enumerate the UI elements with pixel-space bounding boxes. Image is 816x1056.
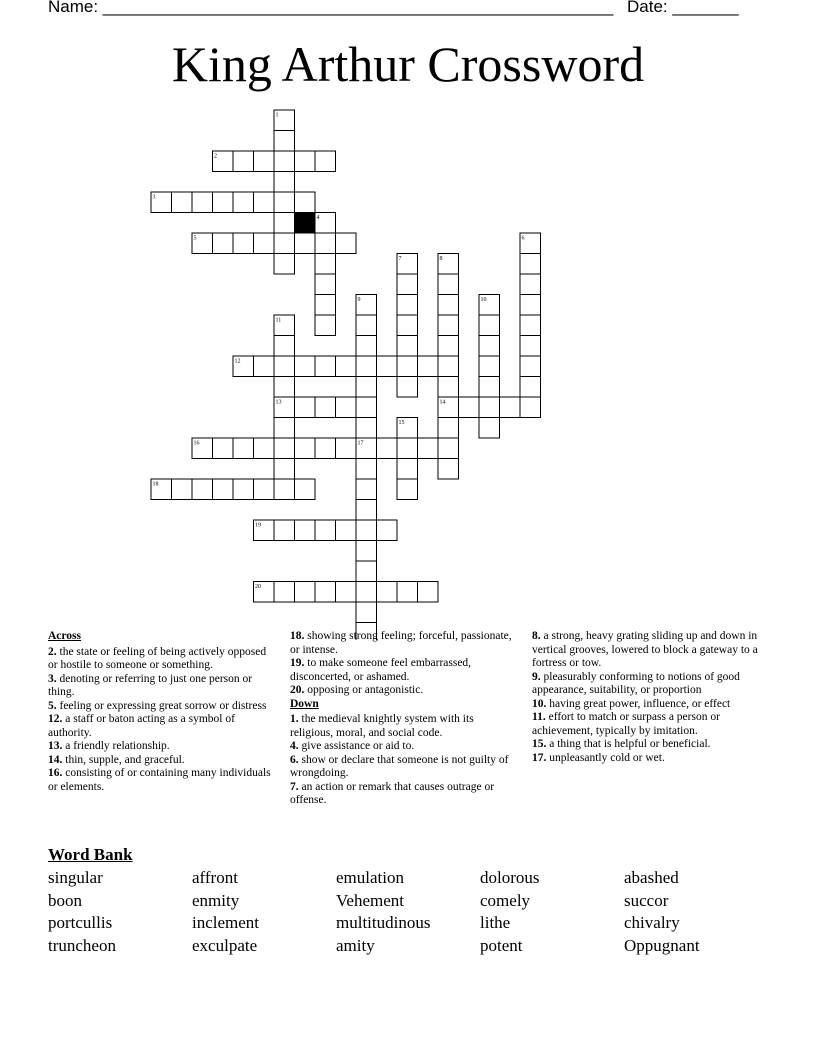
crossword-cell[interactable] <box>336 520 357 541</box>
clue-item <box>290 630 512 657</box>
cell-number: 1 <box>275 112 279 119</box>
clue-text: a strong, heavy grating sliding up and down in vertical grooves, lowered to block a gateway to a fortress or tow. <box>532 630 758 669</box>
clue-text: an action or remark that causes outrage or offense. <box>290 780 495 806</box>
clue-number: 14. <box>48 753 63 766</box>
word-bank-word: exculpate <box>192 936 258 955</box>
crossword-cell[interactable] <box>315 520 336 541</box>
down-heading: Down <box>290 697 319 710</box>
crossword-cell[interactable] <box>418 356 439 377</box>
crossword-cell[interactable] <box>479 315 500 336</box>
crossword-cell[interactable] <box>520 295 541 316</box>
cell-number: 20 <box>255 584 261 590</box>
clue-number: 7. <box>290 780 299 793</box>
word-bank-word: enmity <box>192 891 240 910</box>
clue-number: 4. <box>290 740 299 752</box>
crossword-cell[interactable] <box>336 438 357 459</box>
clue-number: 1. <box>290 713 299 725</box>
crossword-cell[interactable] <box>520 397 541 418</box>
word-bank-word: truncheon <box>48 936 116 955</box>
crossword-cell[interactable] <box>438 418 459 439</box>
crossword-cell[interactable] <box>336 397 357 418</box>
crossword-cell[interactable] <box>192 479 213 500</box>
crossword-cell[interactable] <box>213 233 234 254</box>
word-bank-word: singular <box>48 868 103 887</box>
crossword-cell[interactable] <box>192 192 213 213</box>
crossword-cell[interactable] <box>356 561 377 582</box>
clue-item <box>532 671 768 698</box>
clue-number: 6. <box>290 753 299 766</box>
cell-number: 7 <box>398 256 402 262</box>
crossword-cell[interactable] <box>397 315 418 336</box>
clues-column-1 <box>48 630 273 794</box>
clue-number: 13. <box>48 740 63 752</box>
word-bank-word: amity <box>336 936 375 955</box>
crossword-cell[interactable] <box>233 151 254 172</box>
word-bank-word: Oppugnant <box>624 936 700 955</box>
clue-number: 5. <box>48 699 57 712</box>
crossword-cell[interactable] <box>295 151 316 172</box>
clue-text: thin, supple, and graceful. <box>62 753 185 766</box>
clue-text: showing strong feeling; forceful, passionate, or intense. <box>290 630 512 656</box>
crossword-cell[interactable] <box>295 479 316 500</box>
crossword-cell[interactable] <box>315 274 336 295</box>
clue-text: unpleasantly cold or wet. <box>546 751 665 764</box>
crossword-cell[interactable] <box>213 438 234 459</box>
cell-number: 13 <box>275 399 282 406</box>
crossword-cell[interactable] <box>295 356 316 377</box>
crossword-cell[interactable] <box>459 397 480 418</box>
crossword-cell[interactable] <box>356 520 377 541</box>
crossword-cell[interactable] <box>233 192 254 213</box>
clue-number: 18. <box>290 630 305 642</box>
crossword-cell[interactable] <box>315 233 336 254</box>
clue-number: 19. <box>290 657 305 669</box>
word-bank-word: boon <box>48 891 82 910</box>
name-field-label: Name: ______________________________________________________ <box>48 0 614 16</box>
crossword-cell[interactable] <box>274 418 295 439</box>
crossword-cell[interactable] <box>274 213 295 234</box>
crossword-cell[interactable] <box>438 315 459 336</box>
crossword-cell[interactable] <box>254 479 275 500</box>
crossword-cell[interactable] <box>356 602 377 623</box>
word-bank-word: Vehement <box>336 891 404 910</box>
cell-number: 4 <box>316 215 320 221</box>
crossword-cell[interactable] <box>295 397 316 418</box>
word-bank-word: lithe <box>480 913 511 932</box>
crossword-blocked-cell <box>295 213 316 234</box>
crossword-cell[interactable] <box>274 151 295 172</box>
clue-item <box>532 698 768 712</box>
crossword-cell[interactable] <box>397 295 418 316</box>
cell-number: 15 <box>398 420 405 426</box>
word-bank-word: dolorous <box>480 868 540 887</box>
clue-item <box>532 738 768 752</box>
crossword-cell[interactable] <box>295 192 316 213</box>
clues-column-3 <box>532 630 768 765</box>
crossword-cell[interactable] <box>315 254 336 275</box>
crossword-cell[interactable] <box>274 479 295 500</box>
crossword-cell[interactable] <box>315 315 336 336</box>
date-field-label: Date: _______ <box>627 0 739 16</box>
crossword-cell[interactable] <box>274 582 295 603</box>
word-bank-word: portcullis <box>48 913 113 932</box>
clues-column-2 <box>290 630 512 808</box>
cell-number: 9 <box>357 297 361 303</box>
across-heading: Across <box>48 630 82 642</box>
clue-text: denoting or referring to just one person or thing. <box>48 672 253 698</box>
crossword-cell[interactable] <box>254 438 275 459</box>
crossword-cell[interactable] <box>479 397 500 418</box>
clue-item <box>48 673 273 700</box>
crossword-cell[interactable] <box>438 459 459 480</box>
clue-text: pleasurably conforming to notions of good appearance, suitability, or proportion <box>532 670 740 696</box>
crossword-cell[interactable] <box>377 356 398 377</box>
crossword-cell[interactable] <box>254 233 275 254</box>
crossword-cell[interactable] <box>438 274 459 295</box>
crossword-cell[interactable] <box>295 438 316 459</box>
cell-number: 2 <box>214 153 217 160</box>
clue-text: give assistance or aid to. <box>298 740 415 752</box>
cell-number: 10 <box>480 297 487 303</box>
clue-number: 16. <box>48 767 63 779</box>
crossword-cell[interactable] <box>213 479 234 500</box>
cell-number: 12 <box>234 358 241 365</box>
cell-number: 14 <box>439 399 446 406</box>
crossword-cell[interactable] <box>274 336 295 357</box>
crossword-cell[interactable] <box>418 582 439 603</box>
crossword-cell[interactable] <box>397 274 418 295</box>
crossword-cell[interactable] <box>274 438 295 459</box>
clue-item <box>48 740 273 754</box>
crossword-cell[interactable] <box>295 233 316 254</box>
crossword-cell[interactable] <box>479 356 500 377</box>
clue-text: a thing that is helpful or beneficial. <box>546 738 711 750</box>
crossword-cell[interactable] <box>254 356 275 377</box>
clue-text: opposing or antagonistic. <box>304 684 424 696</box>
cell-number: 18 <box>152 481 159 488</box>
crossword-cell[interactable] <box>274 356 295 377</box>
crossword-cell[interactable] <box>254 192 275 213</box>
crossword-cell[interactable] <box>213 192 234 213</box>
crossword-cell[interactable] <box>356 397 377 418</box>
crossword-cell[interactable] <box>274 459 295 480</box>
crossword-cell[interactable] <box>315 397 336 418</box>
cell-number: 16 <box>193 440 200 447</box>
crossword-cell[interactable] <box>274 233 295 254</box>
crossword-cell[interactable] <box>295 582 316 603</box>
crossword-cell[interactable] <box>356 377 377 398</box>
page-title: King Arthur Crossword <box>171 36 645 92</box>
crossword-cell[interactable] <box>336 356 357 377</box>
word-bank-title: Word Bank <box>48 845 133 864</box>
crossword-cell[interactable] <box>377 438 398 459</box>
crossword-cell[interactable] <box>274 520 295 541</box>
clue-item <box>48 713 273 740</box>
crossword-cell[interactable] <box>233 233 254 254</box>
crossword-cell[interactable] <box>520 336 541 357</box>
word-bank-word: succor <box>624 891 669 910</box>
clue-item <box>290 740 512 754</box>
crossword-cell[interactable] <box>315 438 336 459</box>
crossword-cell[interactable] <box>397 336 418 357</box>
clue-text: feeling or expressing great sorrow or distress <box>56 699 267 712</box>
crossword-cell[interactable] <box>377 520 398 541</box>
crossword-cell[interactable] <box>356 418 377 439</box>
crossword-cell[interactable] <box>315 582 336 603</box>
clue-item <box>48 700 273 714</box>
crossword-cell[interactable] <box>336 582 357 603</box>
word-bank-word: emulation <box>336 868 404 887</box>
crossword-cell[interactable] <box>377 582 398 603</box>
word-bank-word: potent <box>480 936 523 955</box>
word-bank-word: multitudinous <box>336 913 431 932</box>
crossword-cell[interactable] <box>356 459 377 480</box>
clue-item <box>290 754 512 781</box>
clue-text: to make someone feel embarrassed, disconcerted, or ashamed. <box>290 657 472 683</box>
crossword-cell[interactable] <box>397 582 418 603</box>
crossword-cell[interactable] <box>479 418 500 439</box>
crossword-cell[interactable] <box>274 192 295 213</box>
crossword-cell[interactable] <box>520 254 541 275</box>
clue-number: 9. <box>532 670 541 683</box>
cell-number: 19 <box>255 522 261 529</box>
crossword-cell[interactable] <box>274 254 295 275</box>
crossword-cell[interactable] <box>254 151 275 172</box>
crossword-cell[interactable] <box>397 356 418 377</box>
crossword-cell[interactable] <box>356 479 377 500</box>
clue-number: 15. <box>532 738 547 750</box>
crossword-cell[interactable] <box>356 582 377 603</box>
crossword-cell[interactable] <box>418 438 439 459</box>
clue-text: the state or feeling of being actively opposed or hostile to someone or something. <box>48 645 267 671</box>
crossword-cell[interactable] <box>172 479 193 500</box>
crossword-cell[interactable] <box>295 520 316 541</box>
crossword-cell[interactable] <box>438 356 459 377</box>
crossword-cell[interactable] <box>274 377 295 398</box>
crossword-cell[interactable] <box>397 459 418 480</box>
crossword-cell[interactable] <box>356 500 377 521</box>
word-bank-word: affront <box>192 868 238 887</box>
clue-number: 10. <box>532 697 547 710</box>
crossword-cell[interactable] <box>274 172 295 193</box>
clue-number: 17. <box>532 751 547 764</box>
cell-number: 6 <box>521 235 525 242</box>
word-bank-word: comely <box>480 891 531 910</box>
word-bank-word: abashed <box>624 868 679 887</box>
clue-text: a staff or baton acting as a symbol of authority. <box>48 713 235 739</box>
cell-number: 17 <box>357 440 364 447</box>
clue-number: 3. <box>48 672 57 685</box>
clue-number: 8. <box>532 630 541 642</box>
crossword-cell[interactable] <box>356 315 377 336</box>
crossword-cell[interactable] <box>438 377 459 398</box>
clue-item <box>290 684 512 698</box>
crossword-cell[interactable] <box>315 356 336 377</box>
cell-number: 11 <box>275 317 282 324</box>
crossword-cell[interactable] <box>520 356 541 377</box>
clue-text: show or declare that someone is not guilty of wrongdoing. <box>290 753 509 779</box>
crossword-cell[interactable] <box>438 438 459 459</box>
clue-item <box>48 646 273 673</box>
clue-text: effort to match or surpass a person or achievement, typically by imitation. <box>532 711 720 737</box>
crossword-cell[interactable] <box>438 295 459 316</box>
clue-text: having great power, influence, or effect <box>546 697 731 710</box>
crossword-cell[interactable] <box>233 438 254 459</box>
crossword-cell[interactable] <box>315 295 336 316</box>
crossword-cell[interactable] <box>356 336 377 357</box>
clue-number: 11. <box>532 711 546 723</box>
crossword-cell[interactable] <box>356 356 377 377</box>
clue-item <box>48 767 273 794</box>
crossword-cell[interactable] <box>233 479 254 500</box>
crossword-cell[interactable] <box>315 151 336 172</box>
clue-item <box>290 713 512 740</box>
crossword-cell[interactable] <box>397 438 418 459</box>
clue-item <box>48 754 273 768</box>
crossword-cell[interactable] <box>520 274 541 295</box>
crossword-cell[interactable] <box>520 315 541 336</box>
clue-text: consisting of or containing many individuals or elements. <box>48 767 271 793</box>
crossword-cell[interactable] <box>172 192 193 213</box>
clue-item <box>532 711 768 738</box>
crossword-cell[interactable] <box>356 541 377 562</box>
cell-number: 3 <box>152 194 156 201</box>
clue-item <box>290 657 512 684</box>
crossword-cell[interactable] <box>479 336 500 357</box>
clue-text: the medieval knightly system with its religious, moral, and social code. <box>290 713 474 739</box>
crossword-cell[interactable] <box>438 336 459 357</box>
cell-number: 5 <box>193 235 197 242</box>
clue-item <box>532 630 768 671</box>
clue-item <box>290 781 512 808</box>
crossword-cell[interactable] <box>397 479 418 500</box>
clue-number: 12. <box>48 713 63 725</box>
word-bank-word: chivalry <box>624 913 680 932</box>
clue-number: 2. <box>48 645 57 658</box>
clue-item <box>532 752 768 766</box>
clue-text: a friendly relationship. <box>62 740 170 752</box>
word-bank-word: inclement <box>192 913 260 932</box>
clue-number: 20. <box>290 684 305 696</box>
crossword-cell[interactable] <box>397 377 418 398</box>
crossword-cell[interactable] <box>336 233 357 254</box>
crossword-cell[interactable] <box>520 377 541 398</box>
cell-number: 8 <box>439 256 443 262</box>
crossword-cell[interactable] <box>479 377 500 398</box>
crossword-cell[interactable] <box>274 131 295 152</box>
crossword-cell[interactable] <box>500 397 521 418</box>
